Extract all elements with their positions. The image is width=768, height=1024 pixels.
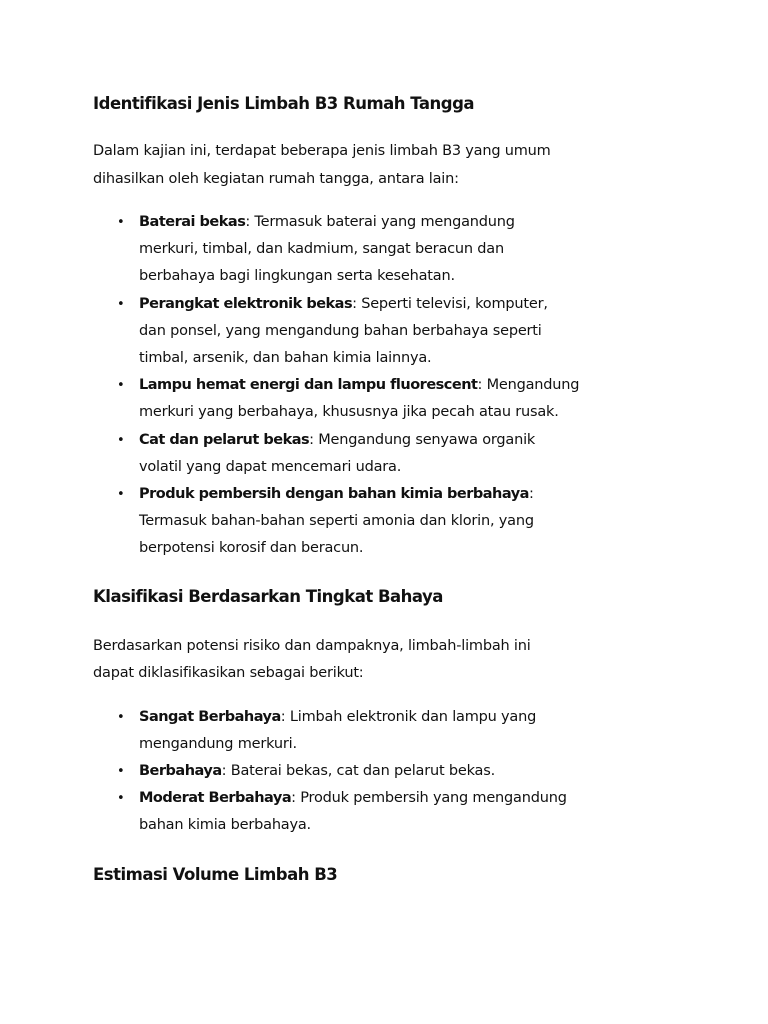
waste-type-list <box>93 209 693 563</box>
section-intro-identifikasi <box>93 138 693 193</box>
intro-line: Dalam kajian ini, terdapat beberapa jenis limbah B3 yang umum <box>93 143 551 159</box>
list-item <box>117 291 693 373</box>
item-term: Cat dan pelarut bekas <box>139 431 310 448</box>
item-text: : Produk pembersih yang mengandung <box>291 790 567 807</box>
item-text: : Limbah elektronik dan lampu yang <box>280 708 537 725</box>
item-text: : Termasuk baterai yang mengandung <box>245 214 515 230</box>
document-page <box>93 92 693 887</box>
item-text: Termasuk bahan-bahan seperti amonia dan klorin, yang <box>139 513 534 530</box>
item-text: timbal, arsenik, dan bahan kimia lainnya. <box>139 350 432 367</box>
intro-line: dapat diklasifikasikan sebagai berikut: <box>93 665 364 682</box>
item-term: Produk pembersih dengan bahan kimia berbahaya <box>139 486 529 503</box>
item-term: Perangkat elektronik bekas <box>139 295 353 312</box>
bullet-icon: • <box>117 215 125 230</box>
item-text: merkuri, timbal, dan kadmium, sangat beracun dan <box>139 241 504 258</box>
list-item <box>117 209 693 291</box>
item-term: Berbahaya <box>139 763 222 780</box>
item-text: dan ponsel, yang mengandung bahan berbahaya seperti <box>139 322 542 339</box>
item-term: Moderat Berbahaya <box>139 790 292 807</box>
list-item <box>117 785 693 839</box>
item-text: berbahaya bagi lingkungan serta kesehatan. <box>139 268 455 285</box>
section-intro-klasifikasi <box>93 633 693 688</box>
item-text: : Mengandung <box>477 377 580 394</box>
intro-line: dihasilkan oleh kegiatan rumah tangga, antara lain: <box>93 170 459 187</box>
list-item <box>117 427 693 481</box>
item-term: Lampu hemat energi dan lampu fluorescent <box>139 377 478 394</box>
list-item <box>117 481 693 563</box>
bullet-icon: • <box>117 432 125 448</box>
item-text: : Seperti televisi, komputer, <box>352 295 548 312</box>
hazard-level-list <box>93 704 693 840</box>
item-term: Baterai bekas <box>139 214 246 230</box>
item-text: mengandung merkuri. <box>139 735 297 752</box>
bullet-icon: • <box>117 764 125 780</box>
list-item <box>117 758 693 785</box>
item-text: : Mengandung senyawa organik <box>309 431 536 448</box>
item-text: : <box>528 486 534 503</box>
bullet-icon: • <box>117 791 125 807</box>
item-text: berpotensi korosif dan beracun. <box>139 540 364 557</box>
bullet-icon: • <box>117 709 125 725</box>
bullet-icon: • <box>117 378 125 394</box>
item-text: merkuri yang berbahaya, khususnya jika pecah atau rusak. <box>139 404 559 421</box>
section-heading-identifikasi: Identifikasi Jenis Limbah B3 Rumah Tangga <box>93 94 475 113</box>
bullet-icon: • <box>117 487 125 503</box>
list-item <box>117 704 693 758</box>
list-item <box>117 372 693 426</box>
bullet-icon: • <box>117 296 125 312</box>
item-text: bahan kimia berbahaya. <box>139 817 311 834</box>
section-heading-estimasi: Estimasi Volume Limbah B3 <box>93 864 338 884</box>
item-text: volatil yang dapat mencemari udara. <box>139 458 402 475</box>
section-heading-klasifikasi: Klasifikasi Berdasarkan Tingkat Bahaya <box>93 586 443 606</box>
intro-line: Berdasarkan potensi risiko dan dampaknya, limbah-limbah ini <box>93 637 531 654</box>
item-text: : Baterai bekas, cat dan pelarut bekas. <box>221 763 495 780</box>
item-term: Sangat Berbahaya <box>139 708 281 725</box>
